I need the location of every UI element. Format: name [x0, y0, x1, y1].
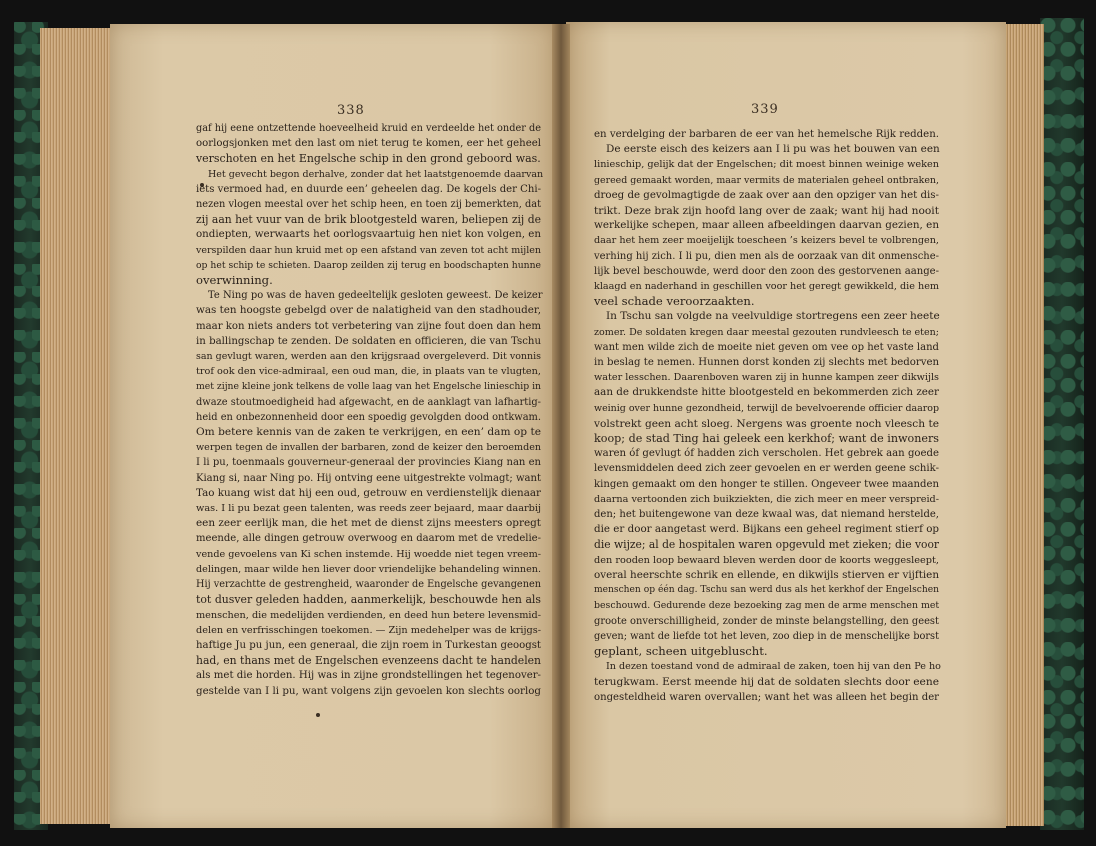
text-line: volstrekt geen acht sloeg. Nergens was groente noch vleesch te	[594, 416, 939, 430]
text-line: als met die horden. Hij was in zijne grondstellingen het tegenover-	[196, 670, 541, 682]
text-line: verspilden daar hun kruid met op een afstand van zeven tot acht mijlen	[196, 244, 541, 256]
ink-spot	[316, 713, 320, 717]
text-line: een zeer eerlijk man, die het met de dienst zijns meesters opregt	[196, 517, 541, 530]
text-line: linieschip, gelijk dat der Engelschen; dit moest binnen weinige weken	[594, 159, 939, 171]
text-line: san gevlugt waren, werden aan den krijgsraad overgeleverd. Dit vonnis	[196, 351, 541, 363]
text-line: water lesschen. Daarenboven waren zij in hunne kampen zeer dikwijls	[594, 372, 939, 384]
text-line: terugkwam. Eerst meende hij dat de soldaten slechts door eene	[594, 675, 939, 689]
text-line: In dezen toestand vond de admiraal de zaken, toen hij van den Pe ho	[606, 661, 941, 673]
text-line: dwaze stoutmoedigheid had afgewacht, en de aanklagt van lafhartig-	[196, 396, 541, 408]
text-line: overal heerschte schrik en ellende, en dikwijls stierven er vijftien	[594, 568, 939, 581]
left-page-text	[196, 121, 544, 699]
text-line: haftige Ju pu jun, een generaal, die zijn roem in Turkestan geoogst	[196, 639, 541, 651]
text-line: meende, alle dingen getrouw overwoog en daarom met de vredelie-	[196, 533, 541, 545]
text-line: menschen op één dag. Tschu san werd dus als het kerkhof der Engelschen	[594, 585, 939, 596]
text-line: Te Ning po was de haven gedeeltelijk gesloten geweest. De keizer	[208, 290, 543, 302]
right-page-text	[594, 127, 939, 705]
text-line: den rooden loop bewaard bleven werden door de koorts weggesleept,	[594, 554, 939, 566]
book-cover-right	[1040, 18, 1084, 830]
text-line: groote onverschilligheid, zonder de minste belangstelling, den geest	[594, 615, 939, 627]
text-line: kingen gemaakt om den honger te stillen. Ongeveer twee maanden	[594, 478, 939, 490]
text-line: waren óf gevlugt óf hadden zich verscholen. Het gebrek aan goede	[594, 448, 939, 460]
text-line: koop; de stad Ting hai geleek een kerkhof; want de inwoners	[594, 432, 939, 446]
text-line: heid en onbezonnenheid door een spoedig gevolgden dood ontkwam.	[196, 411, 541, 423]
text-line: op het schip te schieten. Daarop zeilden zij terug en boodschapten hunne	[196, 259, 541, 271]
text-line: in ballingschap te zenden. De soldaten en officieren, die van Tschu	[196, 335, 541, 347]
text-line: verhing hij zich. I li pu, dien men als de oorzaak van dit onmensche-	[594, 250, 939, 262]
text-line: zomer. De soldaten kregen daar meestal gezouten rundvleesch te eten;	[594, 326, 940, 338]
text-line: klaagd en naderhand in geschillen voor het geregt gewikkeld, die hem	[594, 281, 939, 293]
text-line: Kiang si, naar Ning po. Hij ontving eene uitgestrekte volmagt; want	[196, 472, 541, 484]
text-line: zij aan het vuur van de brik blootgesteld waren, beliepen zij de	[196, 213, 541, 227]
text-line: oorlogsjonken met den last om niet terug te komen, eer het geheel	[196, 138, 541, 150]
text-line: menschen, die medelijden verdienden, en deed hun betere levensmid-	[196, 609, 541, 621]
text-line: tot dusver geleden hadden, aanmerkelijk, beschouwde hen als	[196, 593, 541, 607]
text-line: verschoten en het Engelsche schip in den grond geboord was.	[196, 152, 541, 166]
text-line: vende gevoelens van Ki schen instemde. Hij woedde niet tegen vreem-	[196, 548, 541, 560]
text-line: want men wilde zich de moeite niet geven om vee op het vaste land	[594, 341, 939, 353]
left-page-number: 338	[337, 103, 365, 118]
text-line: ondiepten, werwaarts het oorlogsvaartuig hen niet kon volgen, en	[196, 228, 541, 241]
text-line: daar het hem zeer moeijelijk toescheen ’s keizers bevel te volbrengen,	[594, 235, 939, 247]
text-line: en verdelging der barbaren de eer van het hemelsche Rijk redden.	[594, 129, 939, 140]
text-line: gaf hij eene ontzettende hoeveelheid kruid en verdeelde het onder de	[196, 123, 541, 134]
text-line: levensmiddelen deed zich zeer gevoelen en er werden geene schik-	[594, 463, 939, 475]
text-line: in beslag te nemen. Hunnen dorst konden zij slechts met bedorven	[594, 357, 940, 369]
text-line: weinig over hunne gezondheid, terwijl de bevelvoerende officier daarop	[594, 402, 939, 414]
text-line: lijk bevel beschouwde, werd door den zoon des gestorvenen aange-	[594, 265, 939, 277]
text-line: was. I li pu bezat geen talenten, was reeds zeer bejaard, maar daarbij	[196, 503, 541, 515]
text-line: I li pu, toenmaals gouverneur-generaal der provincies Kiang nan en	[196, 457, 541, 469]
text-line: geven; want de liefde tot het leven, zoo diep in de menschelijke borst	[594, 630, 940, 642]
text-line: beschouwd. Gedurende deze bezoeking zag men de arme menschen met	[594, 600, 940, 612]
text-line: die wijze; al de hospitalen waren opgevuld met zieken; die voor	[594, 538, 939, 552]
text-line: nezen vlogen meestal over het schip heen, en toen zij bemerkten, dat	[196, 199, 541, 211]
text-line: delen en verfrisschingen toekomen. — Zijn medehelper was de krijgs-	[196, 624, 541, 636]
text-line: ongesteldheid waren overvallen; want het was alleen het begin der	[594, 691, 939, 703]
text-line: gestelde van I li pu, want volgens zijn gevoelen kon slechts oorlog	[196, 684, 541, 697]
text-line: iets vermoed had, en duurde een’ geheelen dag. De kogels der Chi-	[196, 183, 541, 195]
page-edges-right	[1000, 24, 1044, 826]
text-line: Om betere kennis van de zaken te verkrijgen, en een’ dam op te	[196, 426, 541, 439]
text-line: daarna vertoonden zich buikziekten, die zich meer en meer verspreid-	[594, 493, 939, 505]
text-line: aan de drukkendste hitte blootgesteld en bekommerden zich zeer	[594, 386, 939, 399]
text-line: In Tschu san volgde na veelvuldige stortregens een zeer heete	[606, 310, 940, 323]
text-line: geplant, scheen uitgebluscht.	[594, 643, 768, 658]
text-line: delingen, maar wilde hen liever door vriendelijke behandeling winnen.	[196, 563, 541, 575]
text-line: had, en thans met de Engelschen evenzeens dacht te handelen	[196, 654, 541, 668]
text-line: Tao kuang wist dat hij een oud, getrouw en verdienstelijk dienaar	[196, 486, 541, 499]
text-line: Hij verzachtte de gestrengheid, waaronder de Engelsche gevangenen	[196, 579, 541, 591]
text-line: gereed gemaakt worden, maar vermits de materialen geheel ontbraken,	[594, 174, 939, 186]
text-line: overwinning.	[196, 273, 273, 288]
text-line: maar kon niets anders tot verbetering van zijne fout doen dan hem	[196, 320, 541, 332]
text-line: veel schade veroorzaakten.	[594, 294, 755, 309]
text-line: die er door aangetast werd. Bijkans een geheel regiment stierf op	[594, 523, 939, 536]
book-gutter	[552, 24, 570, 828]
text-line: werpen tegen de invallen der barbaren, zond de keizer den beroemden	[196, 442, 542, 454]
text-line: met zijne kleine jonk telkens de volle laag van het Engelsche linieschip in	[196, 381, 541, 393]
text-line: droeg de gevolmagtigde de zaak over aan den opziger van het dis-	[594, 189, 939, 201]
text-line: Het gevecht begon derhalve, zonder dat het laatstgenoemde daarvan	[208, 168, 544, 180]
text-line: den; het buitengewone van deze kwaal was, dat niemand herstelde,	[594, 509, 939, 521]
text-line: werkelijke schepen, maar alleen afbeeldingen daarvan gezien, en	[594, 219, 939, 232]
text-line: was ten hoogste gebelgd over de nalatigheid van den stadhouder,	[196, 304, 541, 317]
text-line: trof ook den vice-admiraal, een oud man, die, in plaats van te vlugten,	[196, 366, 541, 378]
right-page-number: 339	[751, 102, 779, 117]
text-line: trikt. Deze brak zijn hoofd lang over de zaak; want hij had nooit	[594, 204, 939, 218]
text-line: De eerste eisch des keizers aan I li pu was het bouwen van een	[606, 143, 940, 156]
